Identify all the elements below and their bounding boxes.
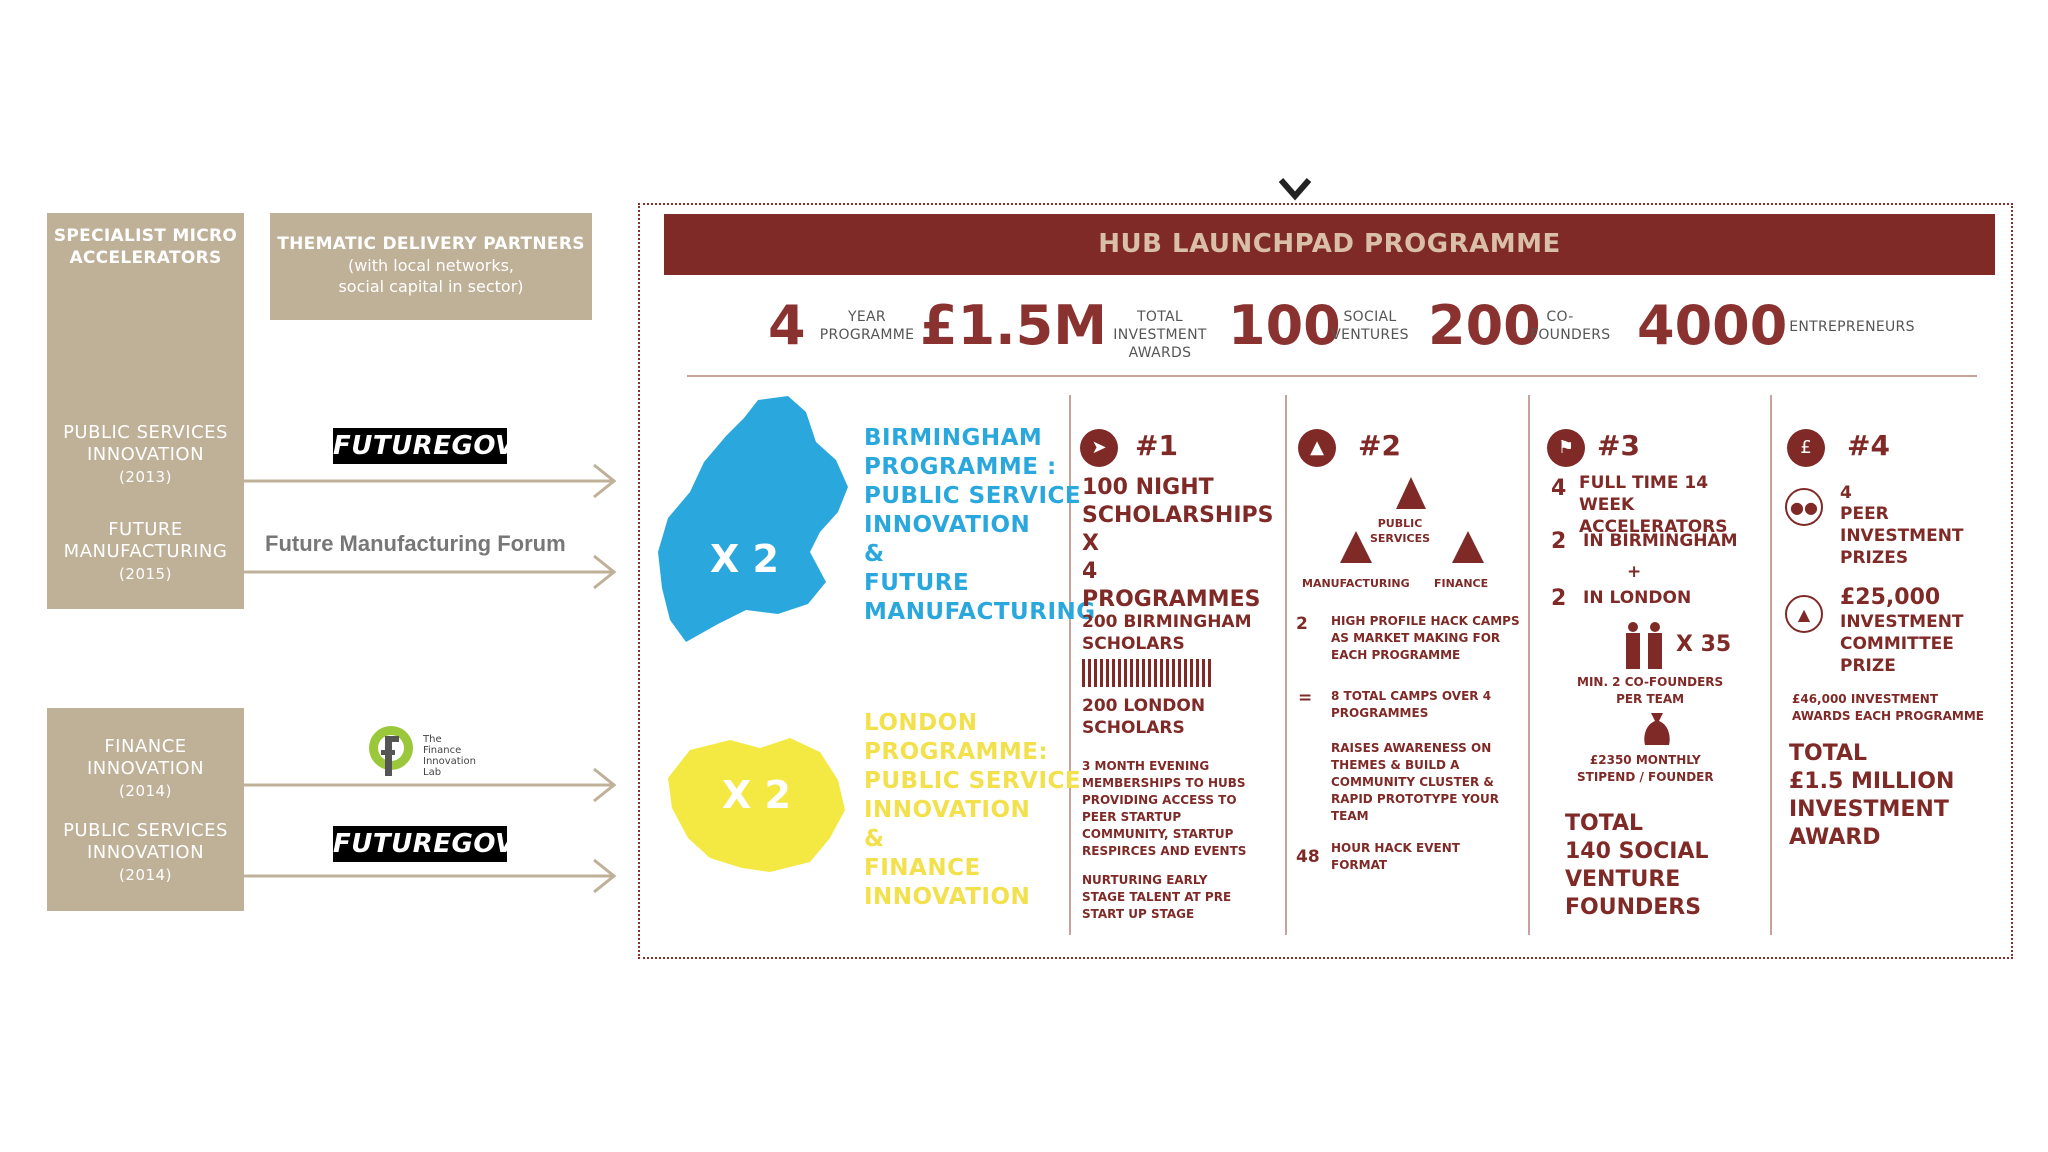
column-divider: [1285, 395, 1287, 935]
finance-innovation-lab-logo: [367, 722, 477, 780]
total-camps-text: 8 TOTAL CAMPS OVER 4 PROGRAMMES: [1331, 689, 1492, 720]
money-bag-icon: [1641, 711, 1673, 749]
column-4: [1785, 425, 2005, 935]
thematic-sub: (with local networks, social capital in sector): [338, 256, 524, 296]
camps-equals: =: [1298, 688, 1313, 708]
column-1: [1080, 425, 1280, 935]
cofounders-text: MIN. 2 CO-FOUNDERS PER TEAM: [1577, 675, 1724, 706]
memberships-text: 3 MONTH EVENING MEMBERSHIPS TO HUBS PROVIDING ACCESS TO PEER STARTUP COMMUNITY, STARTUP RESPIRCES AND EVENTS: [1082, 759, 1247, 858]
cofounders-icon: [1621, 621, 1669, 671]
stat-label: TOTAL INVESTMENT AWARDS: [1113, 309, 1207, 361]
scholarships-title: 100 NIGHT SCHOLARSHIPS X 4 PROGRAMMES: [1082, 475, 1274, 612]
stat-number: 200: [1428, 294, 1541, 357]
specialist-accelerators-column: [47, 213, 244, 609]
thematic-header: THEMATIC DELIVERY PARTNERS: [277, 234, 585, 254]
future-manufacturing-forum: Future Manufacturing Forum: [265, 531, 566, 556]
specialist-accelerators-column-2: [47, 708, 244, 911]
prize-amount: £25,000: [1840, 585, 1941, 610]
stat-number: 100: [1228, 294, 1341, 357]
accelerator-year: (2015): [119, 565, 172, 583]
accelerator-year: (2013): [119, 468, 172, 486]
column-number: #2: [1358, 429, 1401, 462]
rocket-icon: ➤: [1080, 429, 1118, 467]
birmingham-multiplier: X 2: [710, 537, 779, 581]
birmingham-programme-text: BIRMINGHAM PROGRAMME : PUBLIC SERVICE INNOVATION & FUTURE MANUFACTURING: [864, 425, 1096, 625]
accelerators-text: FULL TIME 14 WEEK ACCELERATORS: [1579, 473, 1728, 537]
tent-icon: ▲: [1298, 429, 1336, 467]
stat-label: SOCIAL VENTURES: [1331, 309, 1409, 343]
awareness-text: RAISES AWARENESS ON THEMES & BUILD A COMMUNITY CLUSTER & RAPID PROTOTYPE YOUR TEAM: [1331, 741, 1500, 823]
hack-camps-text: HIGH PROFILE HACK CAMPS AS MARKET MAKING FOR EACH PROGRAMME: [1331, 614, 1520, 662]
accelerator-name: FUTURE MANUFACTURING: [63, 519, 228, 562]
birmingham-scholars: 200 BIRMINGHAM SCHOLARS: [1082, 612, 1252, 654]
stat-label: YEAR PROGRAMME: [819, 309, 915, 343]
accelerator-name: PUBLIC SERVICES INNOVATION: [63, 820, 228, 863]
plus-sign: +: [1627, 562, 1642, 582]
hack-hour-number: 48: [1296, 847, 1320, 867]
column-number: #4: [1847, 429, 1890, 462]
peer-prizes-text: PEER INVESTMENT PRIZES: [1840, 504, 1964, 568]
accelerator-name: PUBLIC SERVICES INNOVATION: [63, 422, 228, 465]
runner-icon: ⚑: [1547, 429, 1585, 467]
accelerator-year: (2014): [119, 782, 172, 800]
column-divider: [1770, 395, 1772, 935]
tent-finance: FINANCE: [1434, 577, 1489, 590]
london-multiplier: X 2: [722, 773, 791, 817]
accelerator-name: FINANCE INNOVATION: [86, 736, 205, 779]
stats-row: [760, 292, 1960, 362]
accelerator-label-3: [47, 736, 244, 802]
nurturing-text: NURTURING EARLY STAGE TALENT AT PRE START UP STAGE: [1082, 873, 1232, 921]
tent-public-services: PUBLIC SERVICES: [1370, 517, 1431, 545]
team-multiplier: X 35: [1676, 632, 1732, 657]
accelerator-label-1: [47, 422, 244, 488]
investment-awards-text: £46,000 INVESTMENT AWARDS EACH PROGRAMME: [1792, 692, 1984, 723]
column-3: [1547, 425, 1767, 935]
total-founders: TOTAL 140 SOCIAL VENTURE FOUNDERS: [1565, 811, 1709, 920]
birmingham-count: 2: [1551, 529, 1567, 554]
specialist-header: SPECIALIST MICRO ACCELERATORS: [53, 226, 238, 268]
programme-banner: HUB LAUNCHPAD PROGRAMME: [664, 214, 1995, 275]
hack-hour-text: HOUR HACK EVENT FORMAT: [1331, 841, 1460, 872]
london-scholars: 200 LONDON SCHOLARS: [1082, 696, 1206, 738]
london-count: 2: [1551, 586, 1567, 611]
accelerator-label-4: [47, 820, 244, 886]
column-divider: [1528, 395, 1530, 935]
column-number: #1: [1135, 429, 1178, 462]
thematic-partners-box: [270, 213, 592, 320]
money-bag-circle-icon: £: [1787, 429, 1825, 467]
scholars-people-icon: [1082, 659, 1212, 687]
total-investment-award: TOTAL £1.5 MILLION INVESTMENT AWARD: [1789, 741, 1955, 850]
london-programme-text: LONDON PROGRAMME: PUBLIC SERVICE INNOVATION & FINANCE INNOVATION: [864, 710, 1082, 910]
stats-divider: [687, 375, 1977, 377]
stat-number: £1.5M: [920, 294, 1107, 357]
tent-manufacturing: MANUFACTURING: [1302, 577, 1410, 590]
chevron-down-icon: [1277, 176, 1317, 206]
stipend-text: £2350 MONTHLY STIPEND / FOUNDER: [1577, 753, 1714, 784]
accelerators-number: 4: [1551, 476, 1567, 501]
stat-label: CO- FOUNDERS: [1530, 309, 1611, 343]
stat-label: ENTREPRENEURS: [1789, 319, 1915, 335]
hack-camps-number: 2: [1296, 614, 1308, 634]
futuregov-logo: FUTUREGOV: [333, 428, 507, 464]
committee-icon: ▲: [1785, 595, 1823, 633]
london-text: IN LONDON: [1583, 588, 1692, 608]
accelerator-year: (2014): [119, 866, 172, 884]
finance-lab-text: The Finance Innovation Lab: [423, 734, 476, 778]
committee-prize-text: INVESTMENT COMMITTEE PRIZE: [1840, 612, 1964, 676]
futuregov-logo-2: FUTUREGOV: [333, 826, 507, 862]
finance-lab-icon: [367, 722, 421, 780]
peer-prizes-number: 4: [1840, 483, 1852, 503]
birmingham-map: [648, 392, 863, 647]
column-2: [1296, 425, 1526, 935]
column-number: #3: [1597, 429, 1640, 462]
accelerator-label-2: [47, 519, 244, 585]
stat-number: 4: [768, 294, 806, 357]
peer-icon: ●●: [1785, 488, 1823, 526]
birmingham-text: IN BIRMINGHAM: [1583, 531, 1738, 551]
stat-number: 4000: [1637, 294, 1788, 357]
